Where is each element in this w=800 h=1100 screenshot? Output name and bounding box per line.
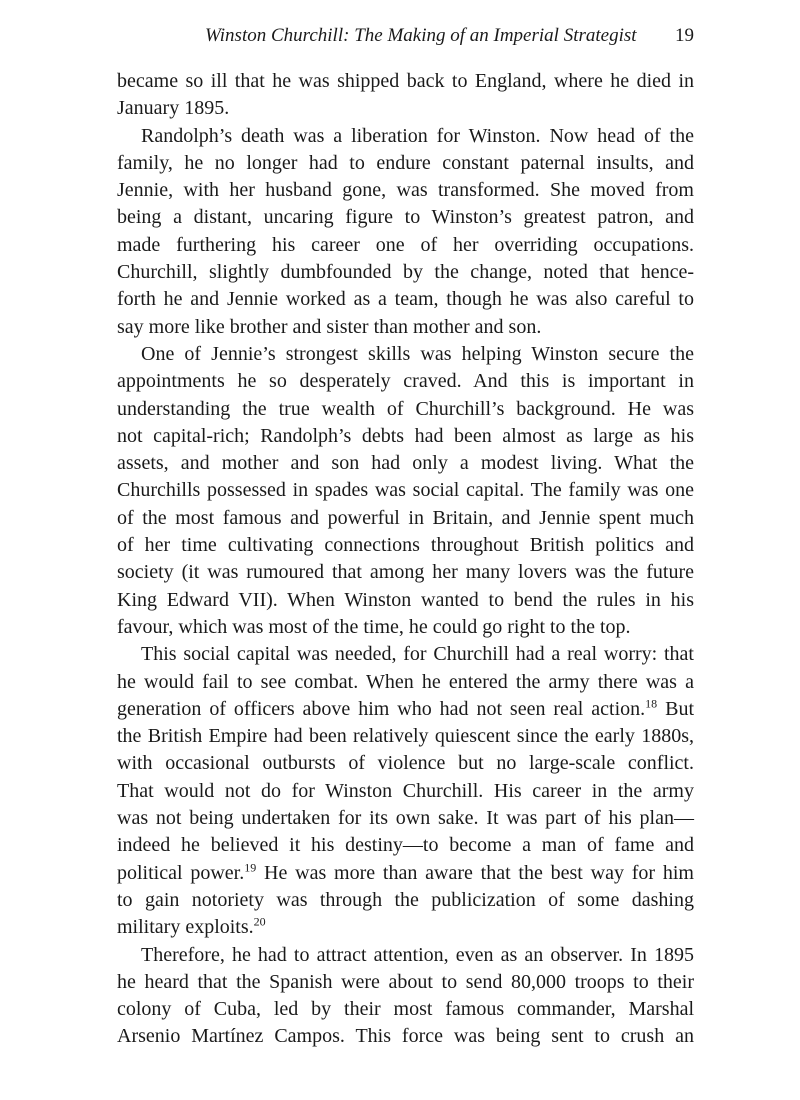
text-line: of her time cultivating connections throughout British politics and [117,534,694,557]
footnote-reference: 20 [253,914,266,929]
text-line: being a distant, uncaring figure to Winston’s greatest patron, and [117,206,694,229]
text-line: Churchill, slightly dumbfounded by the change, noted that hence- [117,261,694,284]
text-line: was not being undertaken for its own sake. It was part of his plan— [117,807,694,830]
text-line: colony of Cuba, led by their most famous commander, Marshal [117,998,694,1021]
text-line: Therefore, he had to attract attention, even as an observer. In 1895 [141,943,694,966]
text-line: family, he no longer had to endure constant paternal insults, and [117,151,694,174]
body-text [117,68,694,1051]
text-line: Jennie, with her husband gone, was transformed. She moved from [117,179,694,202]
footnote-reference: 19 [244,859,257,874]
text-line: assets, and mother and son had only a modest living. What the [117,452,694,475]
text-line: society (it was rumoured that among her many lovers was the future [117,561,694,584]
text-line: indeed he believed it his destiny—to become a man of fame and [117,834,694,857]
text-line: Arsenio Martínez Campos. This force was being sent to crush an [117,1025,694,1048]
footnote-reference: 18 [645,696,658,711]
text-line: favour, which was most of the time, he could go right to the top. [117,615,631,638]
paragraph [117,341,694,641]
text-line: the British Empire had been relatively quiescent since the early 1880s, [117,725,694,748]
text-line: Randolph’s death was a liberation for Winston. Now head of the [141,124,694,147]
text-line: generation of officers above him who had not seen real action.$^{18}$ But [117,696,694,720]
text-line: military exploits.$^{20}$ [117,914,266,939]
text-line: he heard that the Spanish were about to send 80,000 troops to their [117,970,694,993]
text-line: One of Jennie’s strongest skills was helping Winston secure the [141,342,694,365]
text-line: say more like brother and sister than mother and son. [117,315,542,338]
text-line: January 1895. [117,97,230,120]
text-line: made furthering his career one of her overriding occupations. [117,233,694,256]
text-line: not capital-rich; Randolph’s debts had been almost as large as his [117,424,694,447]
text-line: forth he and Jennie worked as a team, though he was also careful to [117,288,694,311]
text-line: became so ill that he was shipped back to England, where he died in [117,70,694,92]
text-line: Churchills possessed in spades was social capital. The family was one [117,479,694,502]
text-line: understanding the true wealth of Churchill’s background. He was [117,397,694,420]
text-line: he would fail to see combat. When he entered the army there was a [117,670,694,693]
paragraph [117,641,694,941]
running-title: Winston Churchill: The Making of an Imperial Strategist [205,25,637,46]
page-number: 19 [675,25,694,46]
text-line: That would not do for Winston Churchill. His career in the army [117,779,694,802]
text-line: This social capital was needed, for Churchill had a real worry: that [141,643,694,666]
text-line: to gain notoriety was through the publicization of some dashing [117,888,694,911]
paragraph [117,123,694,341]
text-line: appointments he so desperately craved. And this is important in [117,370,694,393]
running-header [117,22,694,50]
text-line: of the most famous and powerful in Britain, and Jennie spent much [117,506,694,529]
text-line: King Edward VII). When Winston wanted to bend the rules in his [117,588,694,611]
text-line: with occasional outbursts of violence but no large-scale conflict. [117,752,694,775]
paragraph [117,68,694,123]
paragraph [117,942,694,1051]
text-line: political power.$^{19}$ He was more than aware that the best way for him [117,859,694,884]
